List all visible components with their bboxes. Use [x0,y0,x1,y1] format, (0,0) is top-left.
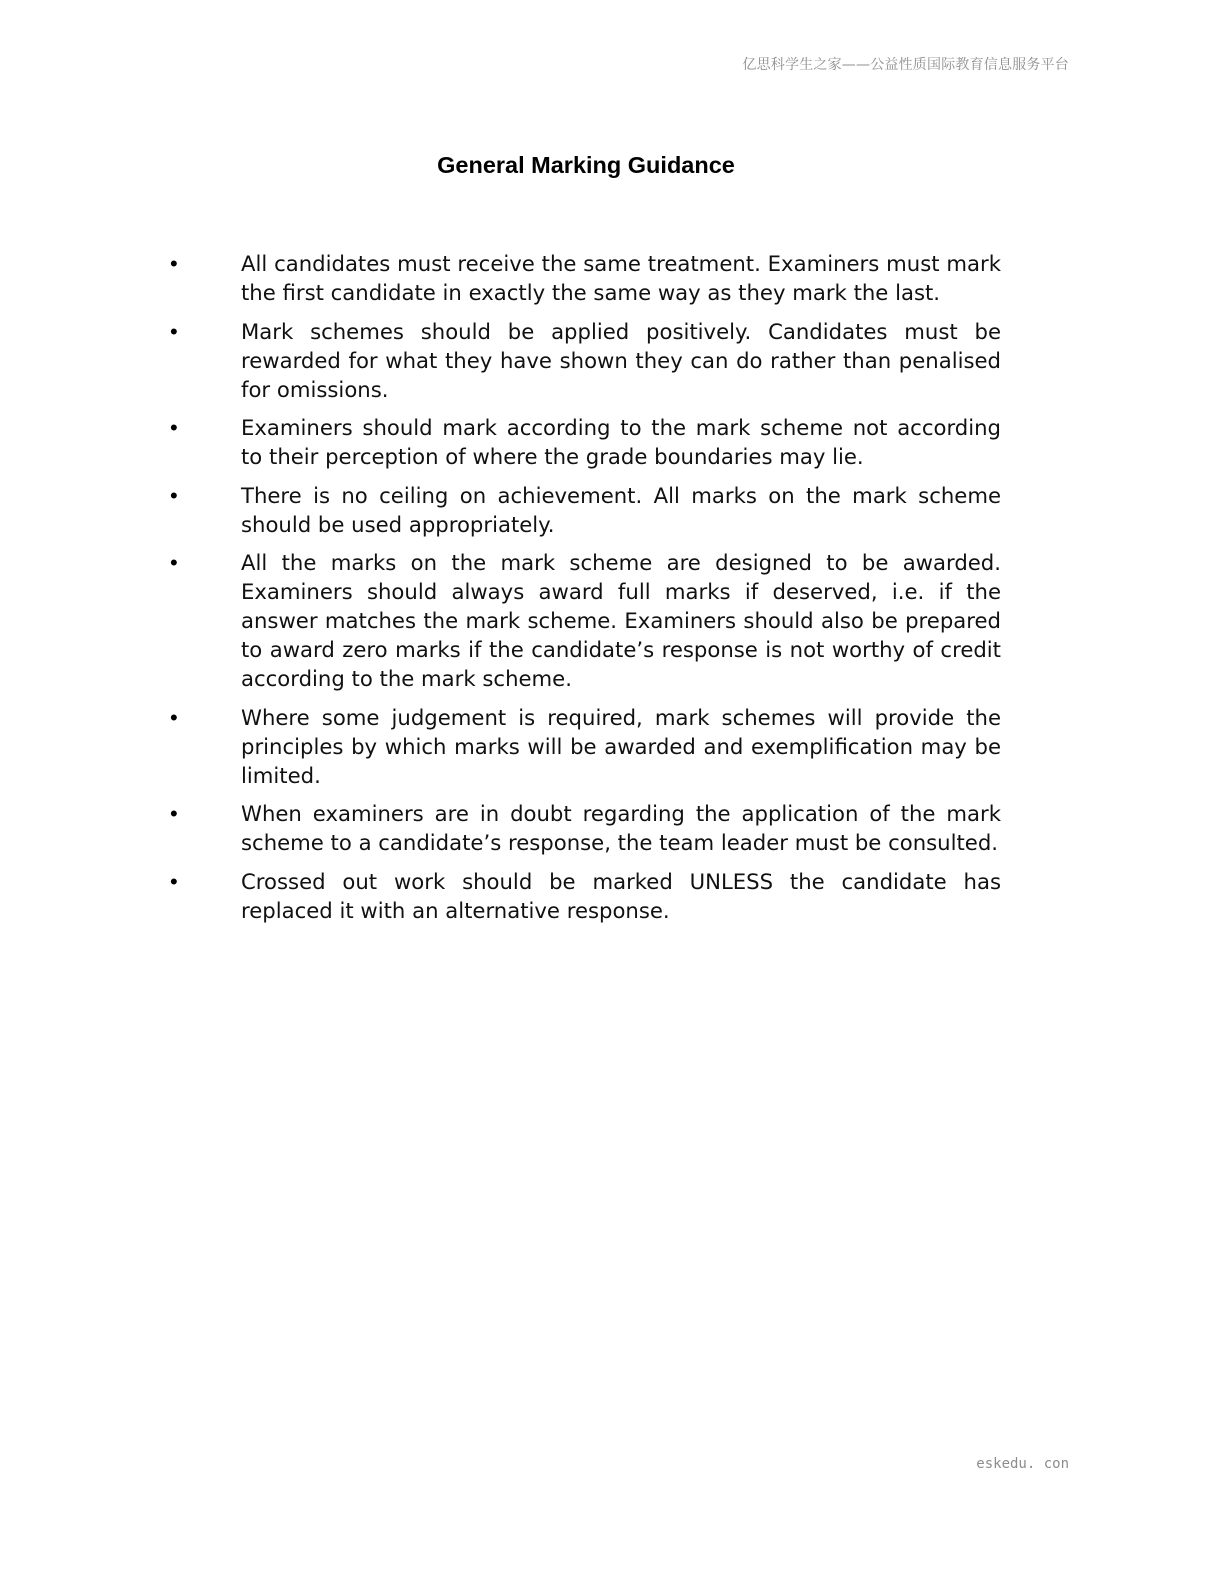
page-title: General Marking Guidance [437,152,735,178]
bullet-icon: • [170,318,178,344]
guidance-item-text: Where some judgement is required, mark schemes will provide the principles by which marks will be awarded and exemplification may be limited. [241,704,1001,788]
bullet-icon: • [170,251,178,276]
guidance-item-text: All the marks on the mark scheme are designed to be awarded. Examiners should always award full marks if deserved, i.e. if the answer matches the mark scheme. Examiners should also be prepared to award zero marks if the candidate’s response is not worthy of credit according to the mark scheme. [241,550,1001,691]
guidance-item-text: When examiners are in doubt regarding the application of the mark scheme to a candidate’s response, the team leader must be consulted. [241,801,1001,855]
guidance-item-1 [0,249,1224,307]
footer-watermark: eskedu. con [976,1456,1069,1472]
bullet-icon: • [170,868,178,894]
guidance-item-8 [0,867,1224,925]
guidance-item-3 [0,413,1224,471]
guidance-item-5 [0,548,1224,693]
bullet-icon: • [170,801,178,826]
guidance-item-2 [0,317,1224,404]
bullet-icon: • [170,482,178,508]
guidance-item-6 [0,703,1224,790]
guidance-item-text: Mark schemes should be applied positively. Candidates must be rewarded for what they have shown they can do rather than penalised for omissions. [241,318,1001,402]
guidance-item-7 [0,799,1224,857]
guidance-item-text: There is no ceiling on achievement. All marks on the mark scheme should be used appropriately. [241,482,1001,537]
header-watermark: 亿思科学生之家——公益性质国际教育信息服务平台 [742,57,1069,73]
guidance-item-4 [0,481,1224,539]
guidance-list [0,249,1224,934]
guidance-item-text: All candidates must receive the same treatment. Examiners must mark the first candidate in exactly the same way as they mark the last. [241,251,1001,305]
guidance-item-text: Examiners should mark according to the mark scheme not according to their perception of where the grade boundaries may lie. [241,415,1001,469]
bullet-icon: • [170,704,178,730]
guidance-item-text: Crossed out work should be marked UNLESS the candidate has replaced it with an alternative response. [241,868,1001,923]
bullet-icon: • [170,550,178,575]
bullet-icon: • [170,415,178,440]
